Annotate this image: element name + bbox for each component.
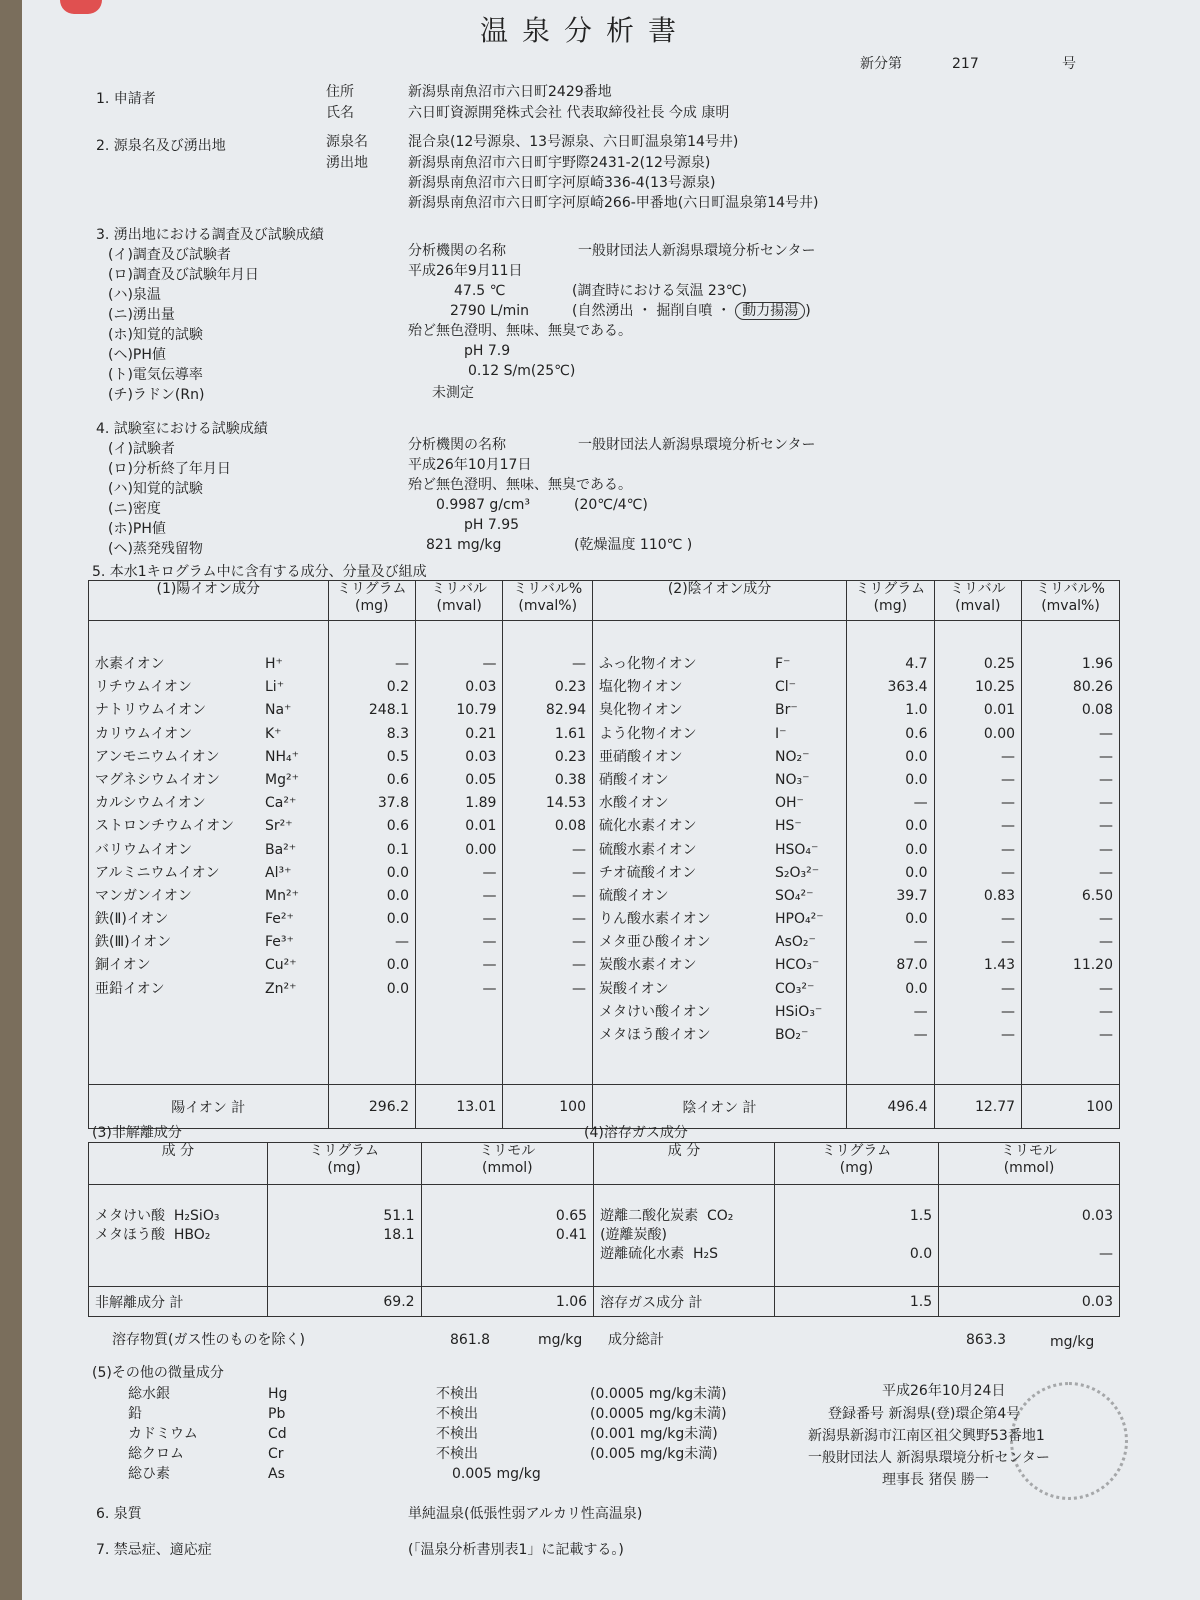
- cation-row-name: ナトリウムイオン Na⁺: [95, 702, 292, 719]
- cation-row-value: —: [572, 911, 586, 928]
- gas-total-mmol: 0.03: [939, 1287, 1120, 1317]
- anion-mg-head: ミリグラム (mg): [847, 581, 934, 621]
- cation-row-value: —: [394, 656, 409, 672]
- anion-row-value: 0.0: [905, 980, 928, 997]
- cation-row-value: 0.6: [386, 771, 409, 788]
- trace-symbol: Cr: [268, 1446, 284, 1462]
- anion-row-value: 0.0: [905, 748, 928, 765]
- anion-row-name: 臭化物イオン Br⁻: [599, 702, 798, 719]
- list-item: メタほう酸 HBO₂: [95, 1227, 211, 1243]
- s4-i-key: 分析機関の名称: [408, 437, 506, 453]
- cation-mval: [415, 621, 502, 1085]
- s4-ni-note: (20℃/4℃): [574, 497, 648, 513]
- anion-row-value: —: [1099, 795, 1113, 812]
- cation-row-name: カルシウムイオン Ca²⁺: [95, 795, 297, 812]
- gas-mg: 1.5 0.0: [774, 1185, 938, 1287]
- s4-he-value: 821 mg/kg: [426, 537, 502, 553]
- gas-comp-head: 成 分: [594, 1143, 775, 1185]
- trace-name: カドミウム: [128, 1426, 198, 1442]
- doc-no-suffix: 号: [1062, 56, 1076, 72]
- anion-row-name: メタほう酸イオン BO₂⁻: [599, 1027, 809, 1043]
- cation-row-value: 0.03: [465, 679, 497, 696]
- anion-row-value: 87.0: [896, 957, 928, 974]
- s4-label: 4. 試験室における試験成績: [96, 421, 268, 437]
- cation-row-name: 鉄(Ⅱ)イオン Fe²⁺: [95, 911, 294, 928]
- cation-row-name: カリウムイオン K⁺: [95, 725, 282, 742]
- cation-mval-head: ミリバル (mval): [415, 581, 502, 621]
- s1-label: 1. 申請者: [96, 91, 156, 107]
- cation-row-value: 0.08: [554, 818, 586, 835]
- anion-row-value: —: [1001, 748, 1016, 765]
- anion-row-value: 10.25: [974, 679, 1016, 696]
- s3-chi-value: 未測定: [432, 385, 474, 401]
- nonion-mg-head: ミリグラム (mg): [267, 1143, 421, 1185]
- cation-pct: [503, 621, 593, 1085]
- gas-mmol: 0.03 —: [939, 1185, 1120, 1287]
- cation-row-value: 0.0: [386, 864, 409, 881]
- s4-he: (ヘ)蒸発残留物: [108, 541, 203, 557]
- anion-row-value: 0.0: [905, 771, 928, 788]
- cation-row-value: —: [482, 887, 497, 904]
- cation-row-value: —: [482, 934, 497, 951]
- anion-row-name: メタ亜ひ酸イオン AsO₂⁻: [599, 934, 816, 951]
- cation-row-value: —: [572, 934, 586, 951]
- cation-total-mval: 13.01: [415, 1085, 502, 1129]
- anion-row-name: よう化物イオン I⁻: [599, 725, 787, 742]
- anion-row-name: メタけい酸イオン HSiO₃⁻: [599, 1003, 823, 1020]
- location-3: 新潟県南魚沼市六日町字河原崎266-甲番地(六日町温泉第14号井): [408, 195, 819, 211]
- trace-label: (5)その他の微量成分: [92, 1365, 224, 1381]
- anion-row-value: —: [1001, 934, 1016, 951]
- circled-option: 動力揚湯: [735, 302, 805, 320]
- cation-row-value: 0.0: [386, 911, 409, 928]
- anion-row-value: —: [1099, 1027, 1113, 1043]
- anion-row-name: 塩化物イオン Cl⁻: [599, 679, 797, 696]
- s4-ro: (ロ)分析終了年月日: [108, 461, 231, 477]
- seal-stamp: [1010, 1382, 1128, 1500]
- s3-ro-value: 平成26年9月11日: [408, 263, 523, 279]
- registration-no: 登録番号 新潟県(登)環企第4号: [828, 1406, 1021, 1422]
- anion-row-value: —: [1099, 725, 1113, 742]
- cation-row-value: —: [572, 957, 586, 974]
- anion-pct-head: ミリバル% (mval%): [1022, 581, 1120, 621]
- cation-row-name: バリウムイオン Ba²⁺: [95, 841, 297, 858]
- anion-row-name: 亜硝酸イオン NO₂⁻: [599, 748, 810, 765]
- cation-row-value: 0.1: [386, 841, 409, 858]
- cation-row-value: —: [572, 864, 586, 881]
- cation-total-label: 陽イオン 計: [89, 1085, 329, 1129]
- anion-row-value: —: [913, 1003, 928, 1020]
- cation-row-name: マグネシウムイオン Mg²⁺: [95, 771, 299, 788]
- anion-row-name: チオ硫酸イオン S₂O₃²⁻: [599, 864, 820, 881]
- s3-ho: (ホ)知覚的試験: [108, 327, 203, 343]
- cation-row-value: 0.05: [465, 771, 497, 788]
- nonion-total-mg: 69.2: [267, 1287, 421, 1317]
- nonion-total-label: 非解離成分 計: [89, 1287, 268, 1317]
- cation-row-value: 0.23: [554, 679, 586, 696]
- anion-row-value: 0.6: [905, 725, 928, 742]
- anion-row-value: —: [1099, 911, 1113, 928]
- anion-row-value: —: [1099, 934, 1113, 951]
- anion-row-value: —: [1099, 1003, 1113, 1020]
- trace-note: (0.0005 mg/kg未満): [590, 1386, 727, 1402]
- gas-sub-label: (遊離炭酸): [600, 1227, 668, 1243]
- anion-row-name: 硝酸イオン NO₃⁻: [599, 771, 810, 788]
- anion-names: [593, 621, 847, 1085]
- anion-row-value: 363.4: [887, 679, 928, 696]
- issuer-rep: 理事長 猪俣 勝一: [882, 1472, 989, 1488]
- cation-mg-head: ミリグラム (mg): [328, 581, 415, 621]
- dissolved-label: 溶存物質(ガス性のものを除く): [112, 1332, 305, 1348]
- document-page: [22, 0, 1200, 1600]
- anion-total-label: 陰イオン 計: [593, 1085, 847, 1129]
- cation-total-pct: 100: [503, 1085, 593, 1129]
- nonion-head: (3)非解離成分: [92, 1125, 182, 1141]
- gas-mg-head: ミリグラム (mg): [774, 1143, 938, 1185]
- cation-row-value: 82.94: [545, 702, 586, 719]
- cation-row-value: 0.6: [386, 818, 409, 835]
- cation-row-value: —: [572, 980, 586, 997]
- anion-row-value: 0.0: [905, 841, 928, 858]
- cation-row-value: 0.0: [386, 887, 409, 904]
- cation-row-value: —: [572, 887, 586, 904]
- s4-i-value: 一般財団法人新潟県環境分析センター: [578, 437, 816, 453]
- anion-row-value: —: [1099, 864, 1113, 881]
- source-name: 混合泉(12号源泉、13号源泉、六日町温泉第14号井): [408, 134, 739, 150]
- s4-ha-value: 殆ど無色澄明、無味、無臭である。: [408, 477, 632, 493]
- total-unit: mg/kg: [1050, 1334, 1095, 1350]
- cation-row-value: 0.01: [465, 818, 497, 835]
- anion-row-name: 炭酸イオン CO₃²⁻: [599, 980, 815, 997]
- anion-row-value: —: [1001, 841, 1016, 858]
- anion-row-value: 0.00: [983, 725, 1016, 742]
- cation-row-name: マンガンイオン Mn²⁺: [95, 887, 299, 904]
- nonion-gas-table: [88, 1142, 1120, 1317]
- address: 新潟県南魚沼市六日町2429番地: [408, 84, 612, 100]
- anion-row-value: —: [1099, 771, 1113, 788]
- cation-row-value: —: [482, 957, 497, 974]
- anion-row-value: 0.0: [905, 864, 928, 881]
- trace-name: 総クロム: [128, 1446, 184, 1462]
- anion-row-value: 0.08: [1081, 702, 1113, 719]
- trace-symbol: As: [268, 1466, 285, 1482]
- cation-pct-head: ミリバル% (mval%): [503, 581, 593, 621]
- anion-total-pct: 100: [1022, 1085, 1120, 1129]
- anion-row-value: 11.20: [1072, 957, 1113, 974]
- anion-row-value: 0.0: [905, 911, 928, 928]
- anion-row-name: 炭酸水素イオン HCO₃⁻: [599, 957, 820, 974]
- trace-value: 不検出: [436, 1446, 478, 1462]
- nonion-mmol-head: ミリモル (mmol): [421, 1143, 594, 1185]
- s3-ro: (ロ)調査及び試験年月日: [108, 267, 259, 283]
- s3-ha-value: 47.5 ℃: [454, 283, 506, 299]
- anion-row-value: —: [1099, 980, 1113, 997]
- s3-chi: (チ)ラドン(Rn): [108, 387, 205, 403]
- gas-total-label: 溶存ガス成分 計: [594, 1287, 775, 1317]
- cation-row-value: 0.38: [554, 771, 586, 788]
- issuer-address: 新潟県新潟市江南区祖父興野53番地1: [808, 1428, 1045, 1444]
- s4-ha: (ハ)知覚的試験: [108, 481, 203, 497]
- anion-row-value: 1.96: [1081, 656, 1113, 672]
- doc-no-prefix: 新分第: [860, 56, 902, 72]
- ion-table: [88, 580, 1120, 1129]
- cation-row-value: —: [482, 911, 497, 928]
- anion-total-mval: 12.77: [934, 1085, 1021, 1129]
- s5-label: 5. 本水1キログラム中に含有する成分、分量及び組成: [92, 564, 427, 580]
- s7-label: 7. 禁忌症、適応症: [96, 1542, 212, 1558]
- list-item: 遊離二酸化炭素 CO₂: [600, 1208, 734, 1224]
- anion-head: (2)陰イオン成分: [593, 581, 847, 621]
- cation-row-name: 水素イオン H⁺: [95, 656, 283, 672]
- nonion-mg: 51.1 18.1: [267, 1185, 421, 1287]
- anion-row-name: 硫酸イオン SO₄²⁻: [599, 887, 814, 904]
- nonion-names: [89, 1185, 268, 1287]
- list-item: 遊離硫化水素 H₂S: [600, 1246, 719, 1262]
- anion-row-value: —: [913, 934, 928, 951]
- cation-row-value: 0.00: [465, 841, 497, 858]
- anion-row-value: 39.7: [896, 887, 928, 904]
- cation-row-name: ストロンチウムイオン Sr²⁺: [95, 818, 293, 835]
- cation-row-value: —: [482, 656, 497, 672]
- nonion-comp-head: 成 分: [89, 1143, 268, 1185]
- cation-row-name: アルミニウムイオン Al³⁺: [95, 864, 292, 881]
- cation-names: [89, 621, 329, 1085]
- cation-row-name: 銅イオン Cu²⁺: [95, 957, 297, 974]
- trace-note: (0.001 mg/kg未満): [590, 1426, 718, 1442]
- cation-row-value: 0.03: [465, 748, 497, 765]
- anion-row-name: 水酸イオン OH⁻: [599, 795, 804, 812]
- anion-row-value: —: [1001, 911, 1016, 928]
- total-value: 863.3: [966, 1332, 1007, 1348]
- cation-row-value: 248.1: [368, 702, 409, 719]
- cation-row-value: 0.0: [386, 980, 409, 997]
- indications: (「温泉分析書別表1」に記載する。): [408, 1542, 624, 1558]
- trace-symbol: Hg: [268, 1386, 288, 1402]
- document-title: 温泉分析書: [480, 14, 691, 47]
- dissolved-value: 861.8: [450, 1332, 491, 1348]
- trace-value: 不検出: [436, 1426, 478, 1442]
- s3-ni-value: 2790 L/min: [450, 303, 529, 319]
- cation-row-value: 10.79: [456, 702, 497, 719]
- location-2: 新潟県南魚沼市六日町字河原崎336-4(13号源泉): [408, 175, 716, 191]
- anion-row-value: —: [1001, 795, 1016, 812]
- issuer-org: 一般財団法人 新潟県環境分析センター: [808, 1450, 1050, 1466]
- s3-label: 3. 湧出地における調査及び試験成績: [96, 227, 324, 243]
- anion-row-value: 0.83: [983, 887, 1016, 904]
- cation-row-value: 0.23: [554, 748, 586, 765]
- cation-row-name: 亜鉛イオン Zn²⁺: [95, 980, 297, 997]
- anion-row-name: ふっ化物イオン F⁻: [599, 656, 791, 672]
- anion-row-value: 1.43: [983, 957, 1016, 974]
- nonion-mmol: 0.65 0.41: [421, 1185, 594, 1287]
- anion-mval: [934, 621, 1021, 1085]
- trace-note: (0.005 mg/kg未満): [590, 1446, 718, 1462]
- s3-ni: (ニ)湧出量: [108, 307, 175, 323]
- cation-row-value: —: [572, 656, 586, 672]
- doc-no: 217: [952, 56, 979, 72]
- cation-row-name: リチウムイオン Li⁺: [95, 679, 285, 696]
- source-label: 源泉名: [326, 134, 368, 150]
- cation-row-value: 1.61: [554, 725, 586, 742]
- s3-i-key: 分析機関の名称: [408, 243, 506, 259]
- nonion-total-mmol: 1.06: [421, 1287, 594, 1317]
- anion-row-value: 4.7: [905, 656, 928, 672]
- cation-row-name: アンモニウムイオン NH₄⁺: [95, 748, 300, 765]
- anion-mg: [847, 621, 934, 1085]
- trace-note: (0.0005 mg/kg未満): [590, 1406, 727, 1422]
- name-label: 氏名: [326, 105, 354, 121]
- s3-i-value: 一般財団法人新潟県環境分析センター: [578, 243, 816, 259]
- s2-label: 2. 源泉名及び湧出地: [96, 138, 226, 154]
- anion-row-value: —: [1099, 748, 1113, 765]
- cation-row-value: —: [482, 864, 497, 881]
- list-item: メタけい酸 H₂SiO₃: [95, 1208, 220, 1224]
- total-label: 成分総計: [608, 1332, 664, 1348]
- s4-ni: (ニ)密度: [108, 501, 161, 517]
- cation-row-value: 37.8: [377, 795, 409, 812]
- s3-he-value: pH 7.9: [464, 343, 511, 359]
- cation-row-value: 0.0: [386, 957, 409, 974]
- trace-name: 鉛: [128, 1406, 142, 1422]
- cation-mg: [328, 621, 415, 1085]
- anion-row-name: 硫化水素イオン HS⁻: [599, 818, 802, 835]
- s4-ho-value: pH 7.95: [464, 517, 520, 533]
- gas-head: (4)溶存ガス成分: [584, 1125, 688, 1141]
- gas-names: [594, 1185, 775, 1287]
- cation-row-value: 0.21: [465, 725, 497, 742]
- s3-to: (ト)電気伝導率: [108, 367, 203, 383]
- anion-row-value: 0.0: [905, 818, 928, 835]
- s6-label: 6. 泉質: [96, 1506, 142, 1522]
- s3-he: (ヘ)PH値: [108, 347, 166, 363]
- anion-row-value: 80.26: [1072, 679, 1113, 696]
- anion-row-value: —: [1001, 818, 1016, 835]
- dissolved-unit: mg/kg: [538, 1332, 583, 1348]
- issue-date: 平成26年10月24日: [882, 1383, 1006, 1399]
- anion-row-value: —: [1001, 771, 1016, 788]
- trace-name: 総ひ素: [128, 1466, 170, 1482]
- applicant-name: 六日町資源開発株式会社 代表取締役社長 今成 康明: [408, 105, 730, 121]
- cation-row-value: —: [394, 934, 409, 951]
- trace-value: 不検出: [436, 1406, 478, 1422]
- cation-row-value: 0.5: [386, 748, 409, 765]
- trace-value: 不検出: [436, 1386, 478, 1402]
- trace-symbol: Cd: [268, 1426, 287, 1442]
- s4-ho: (ホ)PH値: [108, 521, 166, 537]
- anion-pct: [1022, 621, 1120, 1085]
- s3-i: (イ)調査及び試験者: [108, 247, 231, 263]
- cation-row-value: 1.89: [465, 795, 497, 812]
- anion-row-value: 0.25: [983, 656, 1016, 672]
- anion-row-name: 硫酸水素イオン HSO₄⁻: [599, 841, 819, 858]
- cation-head: (1)陽イオン成分: [89, 581, 329, 621]
- cation-row-value: 8.3: [386, 725, 409, 742]
- anion-row-value: —: [1001, 1027, 1016, 1043]
- cation-total-mg: 296.2: [328, 1085, 415, 1129]
- cation-row-value: —: [572, 841, 586, 858]
- trace-symbol: Pb: [268, 1406, 286, 1422]
- anion-row-value: 1.0: [905, 702, 928, 719]
- anion-row-value: —: [1099, 818, 1113, 835]
- anion-row-value: —: [1099, 841, 1113, 858]
- s4-he-note: (乾燥温度 110℃ ): [574, 537, 693, 553]
- s4-ro-value: 平成26年10月17日: [408, 457, 532, 473]
- gas-mmol-head: ミリモル (mmol): [939, 1143, 1120, 1185]
- anion-row-value: —: [913, 795, 928, 812]
- anion-total-mg: 496.4: [847, 1085, 934, 1129]
- s3-ha: (ハ)泉温: [108, 287, 161, 303]
- anion-row-value: 0.01: [983, 702, 1016, 719]
- anion-row-value: 6.50: [1081, 887, 1113, 904]
- trace-name: 総水銀: [128, 1386, 170, 1402]
- spring-quality: 単純温泉(低張性弱アルカリ性高温泉): [408, 1506, 643, 1522]
- gas-total-mg: 1.5: [774, 1287, 938, 1317]
- s3-ha-note: (調査時における気温 23℃): [572, 283, 747, 299]
- trace-value: 0.005 mg/kg: [452, 1466, 541, 1482]
- anion-mval-head: ミリバル (mval): [934, 581, 1021, 621]
- anion-row-value: —: [913, 1027, 928, 1043]
- s3-to-value: 0.12 S/m(25℃): [468, 363, 576, 379]
- s4-i: (イ)試験者: [108, 441, 175, 457]
- anion-row-value: —: [1001, 1003, 1016, 1020]
- cation-row-value: 14.53: [545, 795, 586, 812]
- cation-row-name: 鉄(Ⅲ)イオン Fe³⁺: [95, 934, 294, 951]
- location-label: 湧出地: [326, 155, 368, 171]
- anion-row-value: —: [1001, 864, 1016, 881]
- s3-ho-value: 殆ど無色澄明、無味、無臭である。: [408, 323, 632, 339]
- s4-ni-value: 0.9987 g/cm³: [436, 497, 530, 513]
- location-1: 新潟県南魚沼市六日町宇野際2431-2(12号源泉): [408, 155, 711, 171]
- address-label: 住所: [326, 84, 354, 100]
- cation-row-value: 0.2: [386, 679, 409, 696]
- anion-row-value: —: [1001, 980, 1016, 997]
- push-pin: [60, 0, 102, 14]
- anion-row-name: りん酸水素イオン HPO₄²⁻: [599, 911, 824, 928]
- cation-row-value: —: [482, 980, 497, 997]
- s3-ni-note: (自然湧出 ・ 掘削自噴 ・ 動力揚湯 ): [572, 303, 811, 319]
